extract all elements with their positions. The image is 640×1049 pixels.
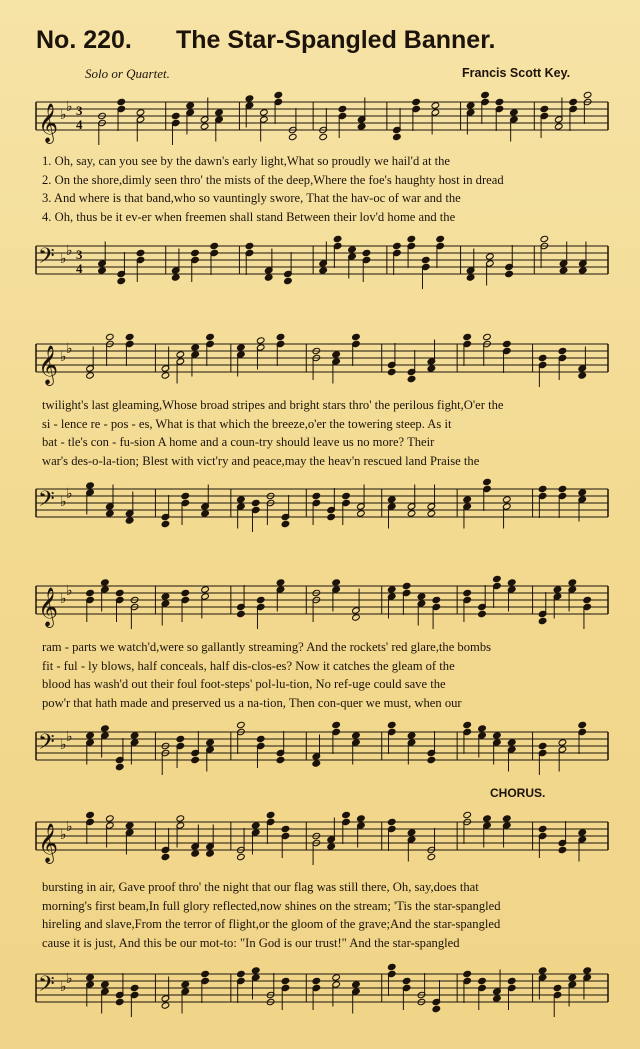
hymn-number: No. 220. [36, 26, 132, 54]
lyric-line: bat - tle's con - fu-sion A home and a coun-try should leave us no more? Their [42, 435, 435, 449]
title-row [36, 26, 616, 60]
treble-staff-4 [0, 808, 640, 872]
svg-text:𝄢: 𝄢 [38, 244, 55, 274]
bass-staff-1 [0, 232, 640, 296]
lyric-line: fit - ful - ly blows, half conceals, half dis-clos-es? Now it catches the gleam of the [42, 658, 455, 673]
lyrics-block-1 [42, 152, 612, 226]
svg-text:♭: ♭ [66, 99, 73, 115]
svg-text:♭: ♭ [66, 486, 73, 502]
lyric-line: bursting in air, Gave proof thro' the night that our flag was still there, Oh, say,does that [42, 880, 479, 894]
bass-staff-3 [0, 718, 640, 782]
author: Francis Scott Key. [462, 66, 571, 80]
lyric-line: 2. On the shore,dimly seen thro' the mists of the deep,Where the foe's haughty host in dread [42, 172, 504, 187]
treble-staff-1 [0, 88, 640, 152]
svg-text:4: 4 [76, 117, 83, 132]
svg-text:♭: ♭ [66, 819, 73, 835]
lyrics-block-2 [42, 396, 612, 470]
svg-text:𝄢: 𝄢 [38, 730, 55, 760]
svg-text:𝄞: 𝄞 [38, 823, 59, 863]
lyrics-block-4 [42, 878, 612, 952]
svg-text:♭: ♭ [60, 827, 67, 843]
lyric-line: ram - parts we watch'd,were so gallantly streaming? And the rockets' red glare,the bombs [42, 640, 492, 654]
svg-text:♭: ♭ [66, 243, 73, 259]
svg-text:3: 3 [76, 103, 83, 118]
svg-text:♭: ♭ [60, 349, 67, 365]
lyric-line: cause it is just, And this be our mot-to: "In God is our trust!" And the star-spangled [42, 935, 460, 950]
lyric-line: 1. Oh, say, can you see by the dawn's early light,What so proudly we hail'd at the [42, 154, 451, 168]
chorus-label: CHORUS. [490, 786, 546, 800]
svg-text:♭: ♭ [60, 591, 67, 607]
svg-text:♭: ♭ [60, 107, 67, 123]
lyric-line: hireling and slave,From the terror of flight,or the gloom of the grave;And the star-spangled [42, 917, 501, 931]
lyrics-block-3 [42, 638, 612, 712]
svg-text:♭: ♭ [60, 494, 67, 510]
svg-text:𝄞: 𝄞 [38, 103, 59, 143]
svg-text:♭: ♭ [60, 737, 67, 753]
lyric-line: si - lence re - pos - es, What is that which the breeze,o'er the towering steep. As it [42, 416, 452, 431]
svg-text:♭: ♭ [66, 971, 73, 987]
performance-note: Solo or Quartet. [85, 66, 170, 81]
svg-text:𝄞: 𝄞 [38, 345, 59, 385]
svg-text:♭: ♭ [66, 341, 73, 357]
lyric-line: pow'r that hath made and preserved us a na-tion, Then con-quer we must, when our [42, 695, 462, 710]
treble-staff-2 [0, 330, 640, 394]
svg-text:♭: ♭ [60, 251, 67, 267]
lyric-line: twilight's last gleaming,Whose broad stripes and bright stars thro' the perilous fight,O'er the [42, 398, 504, 412]
treble-staff-3 [0, 572, 640, 636]
svg-text:𝄢: 𝄢 [38, 487, 55, 517]
bass-staff-4 [0, 960, 640, 1024]
svg-text:♭: ♭ [66, 583, 73, 599]
svg-text:3: 3 [76, 247, 83, 262]
svg-text:4: 4 [76, 261, 83, 276]
lyric-line: morning's first beam,In full glory reflected,now shines on the stream; 'Tis the star-spangled [42, 898, 501, 913]
svg-text:♭: ♭ [66, 729, 73, 745]
lyric-line: war's des-o-la-tion; Blest with vict'ry and peace,may the heav'n rescued land Praise the [42, 453, 480, 468]
svg-text:♭: ♭ [60, 979, 67, 995]
svg-text:𝄞: 𝄞 [38, 587, 59, 627]
svg-text:𝄢: 𝄢 [38, 972, 55, 1002]
lyric-line: 3. And where is that band,who so vauntingly swore, That the hav-oc of war and the [42, 191, 461, 205]
lyric-line: 4. Oh, thus be it ev-er when freemen shall stand Between their lov'd home and the [42, 209, 456, 224]
lyric-line: blood has wash'd out their foul foot-steps' pol-lu-tion, No ref-uge could save the [42, 677, 446, 691]
bass-staff-2 [0, 475, 640, 539]
hymn-title: The Star-Spangled Banner. [176, 26, 496, 54]
